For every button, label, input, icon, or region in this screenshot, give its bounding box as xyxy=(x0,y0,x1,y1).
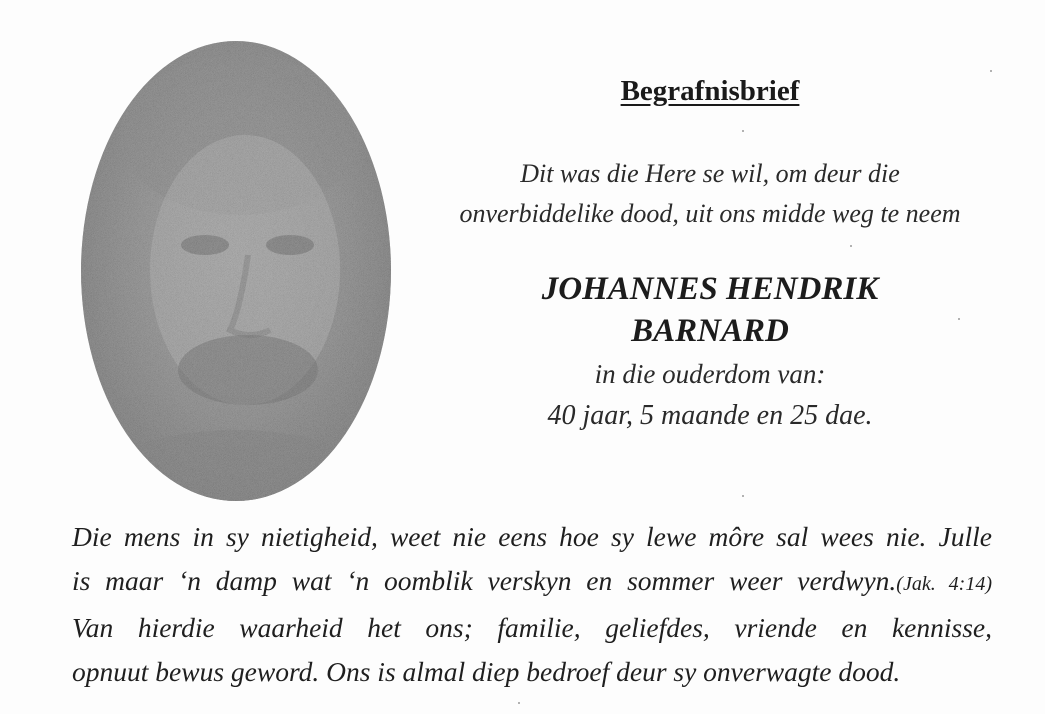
intro-text xyxy=(420,154,1000,234)
scan-speck xyxy=(850,245,852,247)
age-text: 40 jaar, 5 maande en 25 dae. xyxy=(547,400,873,431)
scan-speck xyxy=(990,70,992,72)
verse-line: Van hierdie waarheid het ons; familie, geliefdes, vriende en kennisse, xyxy=(72,612,992,643)
scan-speck xyxy=(742,130,744,132)
portrait-photo xyxy=(80,40,392,502)
scripture-paragraph xyxy=(72,515,992,694)
header-block xyxy=(420,68,1000,438)
name-line: BARNARD xyxy=(631,313,789,349)
name-line: JOHANNES HENDRIK xyxy=(541,271,879,307)
age-intro: in die ouderdom van: xyxy=(594,359,826,389)
verse-line: opnuut bewus geword. Ons is almal diep bedroef deur sy onverwagte dood. xyxy=(72,656,901,687)
verse-text: is maar ‘n damp wat ‘n oomblik verskyn en sommer weer verdwyn. xyxy=(72,565,897,596)
scripture-reference: (Jak. 4:14) xyxy=(896,573,992,595)
intro-line: onverbiddelike dood, uit ons midde weg te neem xyxy=(459,199,961,228)
verse-line-with-reference xyxy=(72,559,992,606)
letter-title: Begrafnisbrief xyxy=(620,75,800,107)
verse-line: Die mens in sy nietigheid, weet nie eens hoe sy lewe môre sal wees nie. Julle xyxy=(72,521,992,552)
intro-line: Dit was die Here se wil, om deur die xyxy=(520,159,900,188)
deceased-name xyxy=(420,268,1000,352)
scan-speck xyxy=(742,495,744,497)
scan-speck xyxy=(518,702,520,704)
scan-speck xyxy=(958,318,960,320)
